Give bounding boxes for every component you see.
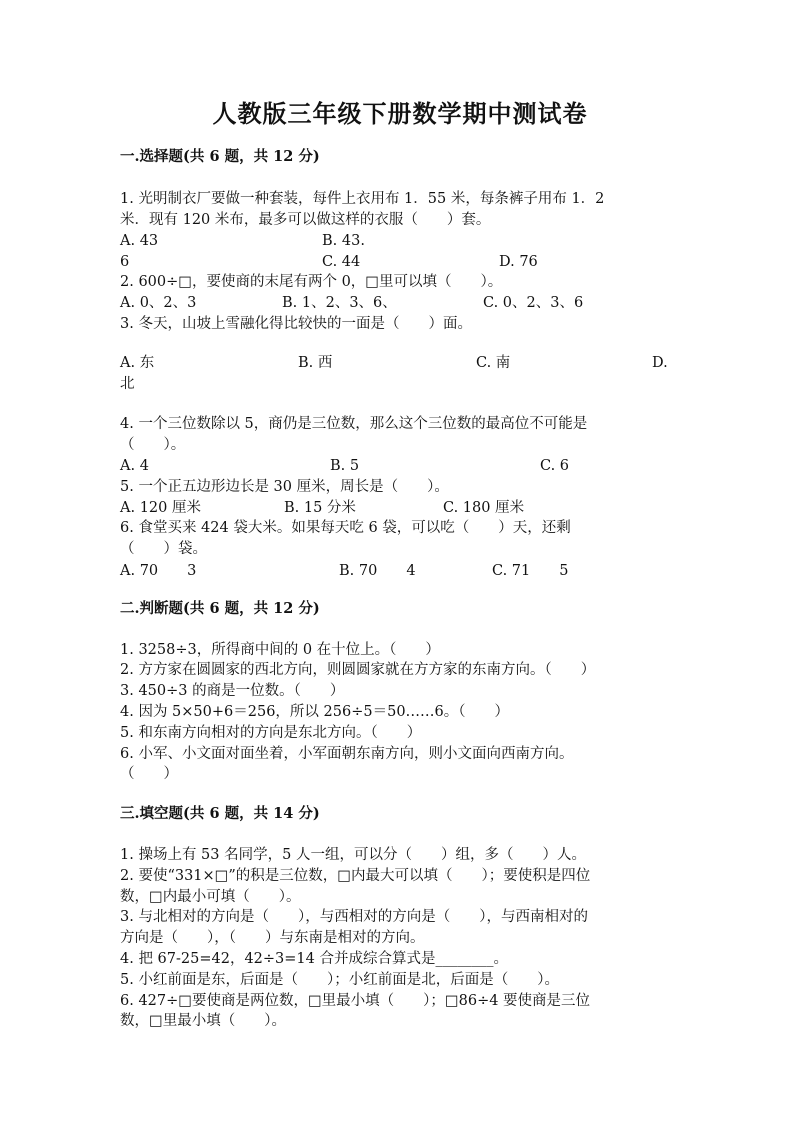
question-text: 4. 把 67-25=42，42÷3=14 合并成综合算式是________。: [120, 951, 508, 967]
question-text: 1. 操场上有 53 名同学，5 人一组，可以分（ ）组，多（ ）人。: [120, 847, 586, 863]
option-c: C. 180 厘米: [443, 500, 525, 516]
question-text: 6. 小军、小文面对面坐着，小军面朝东南方向，则小文面向西南方向。: [120, 746, 574, 762]
section-heading-judgement: 二.判断题(共 6 题，共 12 分): [120, 600, 320, 617]
question-text: 2. 方方家在圆圆家的西北方向，则圆圆家就在方方家的东南方向。（ ）: [120, 662, 596, 678]
question-text: （ ）袋。: [120, 541, 207, 557]
option-c: C. 44: [322, 254, 361, 270]
option-c: C. 6: [540, 458, 570, 474]
question-text: （ ）: [120, 766, 178, 782]
question-text: 3. 冬天，山坡上雪融化得比较快的一面是（ ）面。: [120, 316, 472, 332]
question-text: 6. 427÷□要使商是两位数，□里最小填（ ）；□86÷4 要使商是三位: [120, 993, 591, 1009]
option-a: A. 东: [120, 355, 155, 371]
question-text: 3. 450÷3 的商是一位数。（ ）: [120, 683, 345, 699]
option-b: B. 43.: [322, 233, 365, 249]
option-b: B. 西: [298, 355, 333, 371]
question-text: 数，□内最小可填（ ）。: [120, 889, 301, 905]
option-a: A. 4: [120, 458, 149, 474]
option-c: C. 71 5: [492, 563, 569, 579]
question-text: （ ）。: [120, 437, 186, 453]
question-text: 4. 一个三位数除以 5，商仍是三位数，那么这个三位数的最高位不可能是: [120, 416, 588, 432]
question-text: 3. 与北相对的方向是（ ），与西相对的方向是（ ），与西南相对的: [120, 909, 588, 925]
question-text: 1. 光明制衣厂要做一种套装，每件上衣用布 1．55 米，每条裤子用布 1．2: [120, 191, 605, 207]
question-text: 1. 3258÷3，所得商中间的 0 在十位上。（ ）: [120, 642, 440, 658]
option-b: B. 1、2、3、6、: [282, 295, 397, 311]
option-b: B. 15 分米: [284, 500, 356, 516]
question-text: 6. 食堂买来 424 袋大米。如果每天吃 6 袋，可以吃（ ）天，还剩: [120, 520, 571, 536]
option-c: C. 南: [476, 355, 511, 371]
question-text: 4. 因为 5×50+6＝256，所以 256÷5＝50……6。（ ）: [120, 704, 510, 720]
question-text: 5. 和东南方向相对的方向是东北方向。（ ）: [120, 725, 422, 741]
section-heading-choice: 一.选择题(共 6 题，共 12 分): [120, 148, 320, 165]
section-heading-fill-in: 三.填空题(共 6 题，共 14 分): [120, 805, 320, 822]
question-text: 5. 小红前面是东，后面是（ ）；小红前面是北，后面是（ ）。: [120, 972, 559, 988]
option-d: D.: [652, 355, 668, 371]
question-text: 数，□里最小填（ ）。: [120, 1013, 286, 1029]
option-a: A. 0、2、3: [120, 295, 197, 311]
option-d: D. 76: [499, 254, 538, 270]
option-b: B. 70 4: [339, 563, 416, 579]
question-text: 2. 要使“331×□”的积是三位数，□内最大可以填（ ）；要使积是四位: [120, 868, 591, 884]
page-title: 人教版三年级下册数学期中测试卷: [212, 99, 588, 128]
option-a: A. 43: [120, 233, 159, 249]
question-text: 5. 一个正五边形边长是 30 厘米，周长是（ ）。: [120, 479, 449, 495]
option-a: A. 120 厘米: [120, 500, 201, 516]
question-text: 方向是（ ），（ ）与东南是相对的方向。: [120, 930, 425, 946]
option-b-continued: 6: [120, 254, 130, 270]
question-text: 2. 600÷□，要使商的末尾有两个 0，□里可以填（ ）。: [120, 274, 503, 290]
option-c: C. 0、2、3、6: [483, 295, 584, 311]
option-b: B. 5: [330, 458, 360, 474]
option-d-continued: 北: [120, 376, 135, 392]
option-a: A. 70 3: [120, 563, 197, 579]
question-text: 米．现有 120 米布，最多可以做这样的衣服（ ）套。: [120, 212, 491, 228]
